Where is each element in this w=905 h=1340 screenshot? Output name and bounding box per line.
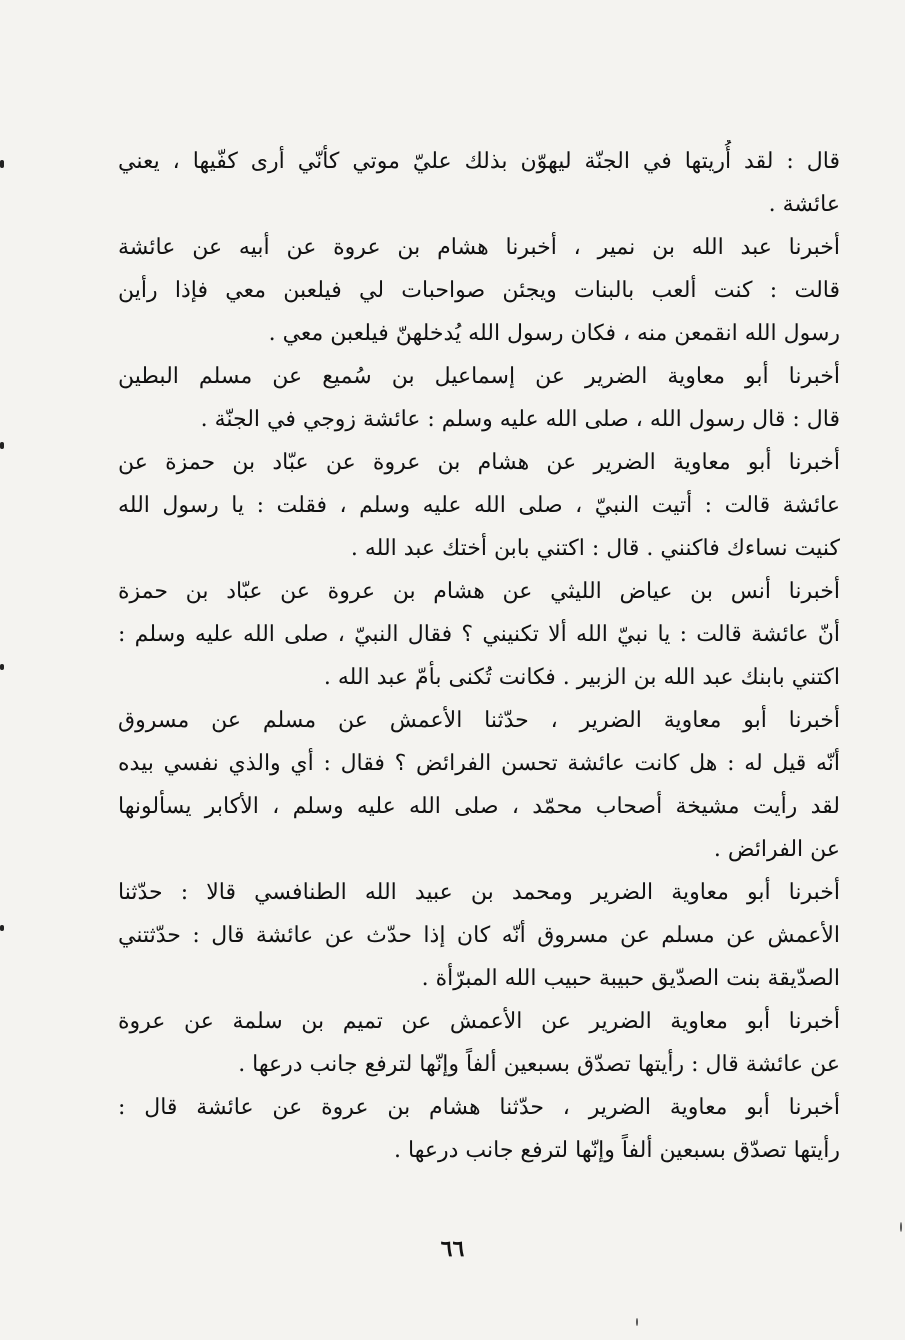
text-line: عن الفرائض . (713, 837, 840, 862)
text-line: قال : قال رسول الله ، صلى الله عليه وسلم : عائشة زوجي في الجنّة . (200, 407, 840, 432)
text-line: لقد رأيت مشيخة أصحاب محمّد ، صلى الله عليه وسلم ، الأكابر يسألونها (118, 794, 840, 819)
text-line: عائشة . (768, 192, 840, 217)
left-margin-mark (0, 442, 4, 449)
page-number: ٦٦ (440, 1236, 465, 1262)
left-margin-mark (0, 664, 4, 670)
text-line: قال : لقد أُريتها في الجنّة ليهوّن بذلك عليّ موتي كأنّي أرى كفّيها ، يعني (118, 149, 840, 174)
arabic-text-body (118, 140, 840, 1172)
left-margin-mark (0, 925, 4, 931)
text-line: أخبرنا أبو معاوية الضرير عن إسماعيل بن سُميع عن مسلم البطين (118, 364, 840, 389)
text-line: الصدّيقة بنت الصدّيق حبيبة حبيب الله المبرّأة . (421, 966, 840, 991)
text-line: أخبرنا أبو معاوية الضرير عن الأعمش عن تميم بن سلمة عن عروة (118, 1009, 840, 1034)
text-line: اكتني بابنك عبد الله بن الزبير . فكانت تُكنى بأمّ عبد الله . (323, 665, 840, 690)
text-line: عائشة قالت : أتيت النبيّ ، صلى الله عليه وسلم ، فقلت : يا رسول الله (118, 493, 840, 518)
text-line: رسول الله انقمعن منه ، فكان رسول الله يُدخلهنّ فيلعبن معي . (268, 321, 840, 346)
text-line: أخبرنا أبو معاوية الضرير ، حدّثنا هشام بن عروة عن عائشة قال : (118, 1095, 840, 1120)
text-line: كنيت نساءك فاكنني . قال : اكتني بابن أختك عبد الله . (350, 536, 840, 561)
text-line: الأعمش عن مسلم عن مسروق أنّه كان إذا حدّث عن عائشة قال : حدّثتني (118, 923, 840, 948)
text-line: عن عائشة قال : رأيتها تصدّق بسبعين ألفاً وإنّها لترفع جانب درعها . (238, 1052, 840, 1077)
text-line: أخبرنا أبو معاوية الضرير ومحمد بن عبيد الله الطنافسي قالا : حدّثنا (118, 880, 840, 905)
text-line: أنّه قيل له : هل كانت عائشة تحسن الفرائض ؟ فقال : أي والذي نفسي بيده (118, 751, 840, 776)
text-line: أخبرنا أبو معاوية الضرير عن هشام بن عروة عن عبّاد بن حمزة عن (118, 450, 840, 475)
paper-speck (900, 1222, 902, 1232)
left-margin-mark (0, 160, 4, 168)
text-line: قالت : كنت ألعب بالبنات ويجئن صواحبات لي فيلعبن معي فإذا رأين (118, 278, 840, 303)
text-line: رأيتها تصدّق بسبعين ألفاً وإنّها لترفع جانب درعها . (394, 1138, 840, 1163)
text-line: أنّ عائشة قالت : يا نبيّ الله ألا تكنيني ؟ فقال النبيّ ، صلى الله عليه وسلم : (118, 622, 840, 647)
text-line: أخبرنا أبو معاوية الضرير ، حدّثنا الأعمش عن مسلم عن مسروق (118, 708, 840, 733)
text-line: أخبرنا أنس بن عياض الليثي عن هشام بن عروة عن عبّاد بن حمزة (118, 579, 840, 604)
text-line: أخبرنا عبد الله بن نمير ، أخبرنا هشام بن عروة عن أبيه عن عائشة (118, 235, 840, 260)
paper-speck (636, 1318, 638, 1326)
